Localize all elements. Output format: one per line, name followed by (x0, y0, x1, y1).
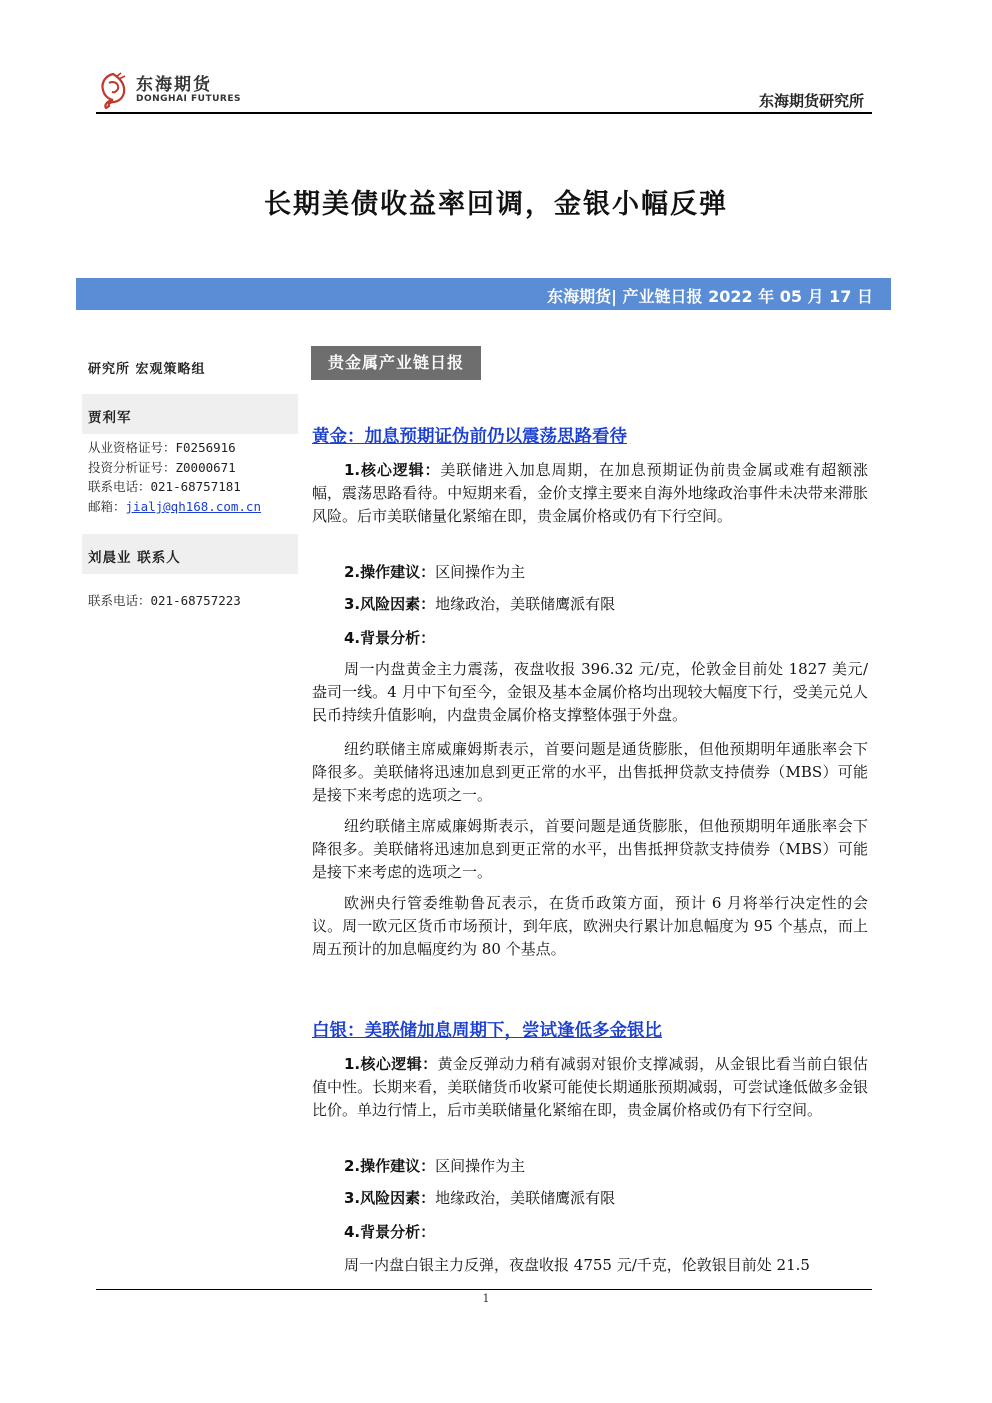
silver-risk-label: 3.风险因素： (344, 1189, 436, 1207)
silver-risk (344, 1187, 615, 1210)
gold-risk (344, 593, 615, 616)
email-link[interactable]: jialj@qh168.com.cn (125, 499, 261, 514)
gold-risk-text: 地缘政治，美联储鹰派有限 (435, 595, 616, 613)
silver-core-logic (312, 1053, 868, 1122)
page-header (96, 64, 872, 114)
section-tag: 贵金属产业链日报 (311, 346, 481, 380)
logo-english-text: DONGHAI FUTURES (136, 93, 241, 104)
logo-chinese-text: 东海期货 (136, 74, 212, 95)
page-number: 1 (482, 1292, 490, 1305)
qualification-number: 从业资格证号：F0256916 (88, 440, 236, 455)
gold-core-logic-label: 1.核心逻辑： (344, 461, 441, 479)
gold-background-p4: 欧洲央行管委维勒鲁瓦表示，在货币政策方面，预计 6 月将举行决定性的会议。周一欧元区货币市场预计，到年底，欧洲央行累计加息幅度为 95 个基点，而上周五预计的加息幅度约为 80 个基点。 (312, 894, 868, 958)
department-label: 研究所 宏观策略组 (88, 362, 206, 377)
gold-background-p3: 纽约联储主席威廉姆斯表示，首要问题是通货膨胀，但他预期明年通胀率会下降很多。美联储将迅速加息到更正常的水平，出售抵押贷款支持债券（MBS）可能是接下来考虑的选项之一。 (312, 817, 868, 881)
silver-background-label-text: 4.背景分析： (344, 1223, 436, 1241)
silver-background-p1: 周一内盘白银主力反弹，夜盘收报 4755 元/千克，伦敦银目前处 21.5 (344, 1256, 810, 1274)
silver-operation (344, 1155, 525, 1178)
gold-heading[interactable]: 黄金：加息预期证伪前仍以震荡思路看待 (312, 427, 627, 447)
contact-phone: 联系电话：021-68757223 (88, 593, 241, 608)
consult-number: 投资分析证号：Z0000671 (88, 460, 236, 475)
gold-background-p1: 周一内盘黄金主力震荡，夜盘收报 396.32 元/克，伦敦金目前处 1827 美元/盎司一线。4 月中下旬至今，金银及基本金属价格均出现较大幅度下行，受美元兑人民币持续升值影响，内盘贵金属价格支撑整体强于外盘。 (312, 660, 868, 724)
institute-name: 东海期货研究所 (758, 92, 864, 110)
company-logo (96, 70, 241, 110)
gold-core-logic (312, 459, 868, 528)
report-banner (76, 278, 891, 310)
report-title: 长期美债收益率回调，金银小幅反弹 (264, 189, 728, 220)
email-label: 邮箱： (88, 499, 126, 514)
gold-risk-label: 3.风险因素： (344, 595, 436, 613)
analyst-phone: 联系电话：021-68757181 (88, 479, 241, 494)
silver-heading[interactable]: 白银：美联储加息周期下，尝试逢低多金银比 (312, 1021, 662, 1041)
silver-core-logic-label: 1.核心逻辑： (344, 1055, 438, 1073)
dragon-logo-icon (96, 71, 130, 109)
gold-background-p2: 纽约联储主席威廉姆斯表示，首要问题是通货膨胀，但他预期明年通胀率会下降很多。美联储将迅速加息到更正常的水平，出售抵押贷款支持债券（MBS）可能是接下来考虑的选项之一。 (312, 740, 868, 804)
banner-text: 东海期货| 产业链日报 2022 年 05 月 17 日 (547, 287, 873, 306)
gold-operation-text: 区间操作为主 (435, 563, 526, 581)
contact-name: 刘晨业 联系人 (88, 550, 181, 566)
silver-operation-text: 区间操作为主 (435, 1157, 526, 1175)
analyst-name: 贾利军 (88, 410, 132, 426)
silver-background-label (344, 1221, 435, 1244)
silver-operation-label: 2.操作建议： (344, 1157, 436, 1175)
gold-operation (344, 561, 525, 584)
footer-divider (96, 1289, 872, 1290)
gold-core-logic-text: 美联储进入加息周期，在加息预期证伪前贵金属或难有超额涨幅，震荡思路看待。中短期来看，金价支撑主要来自海外地缘政治事件未决带来滞胀风险。后市美联储量化紧缩在即，贵金属价格或仍有下行空间。 (312, 461, 868, 525)
gold-background-label-text: 4.背景分析： (344, 629, 436, 647)
gold-operation-label: 2.操作建议： (344, 563, 436, 581)
header-divider (96, 112, 872, 114)
analyst-email-row (88, 497, 261, 515)
gold-background-label (344, 627, 435, 650)
silver-core-logic-text: 黄金反弹动力稍有减弱对银价支撑减弱，从金银比看当前白银估值中性。长期来看，美联储货币收紧可能使长期通胀预期减弱，可尝试逢低做多金银比价。单边行情上，后市美联储量化紧缩在即，贵金属价格或仍有下行空间。 (312, 1055, 868, 1119)
silver-risk-text: 地缘政治，美联储鹰派有限 (435, 1189, 616, 1207)
